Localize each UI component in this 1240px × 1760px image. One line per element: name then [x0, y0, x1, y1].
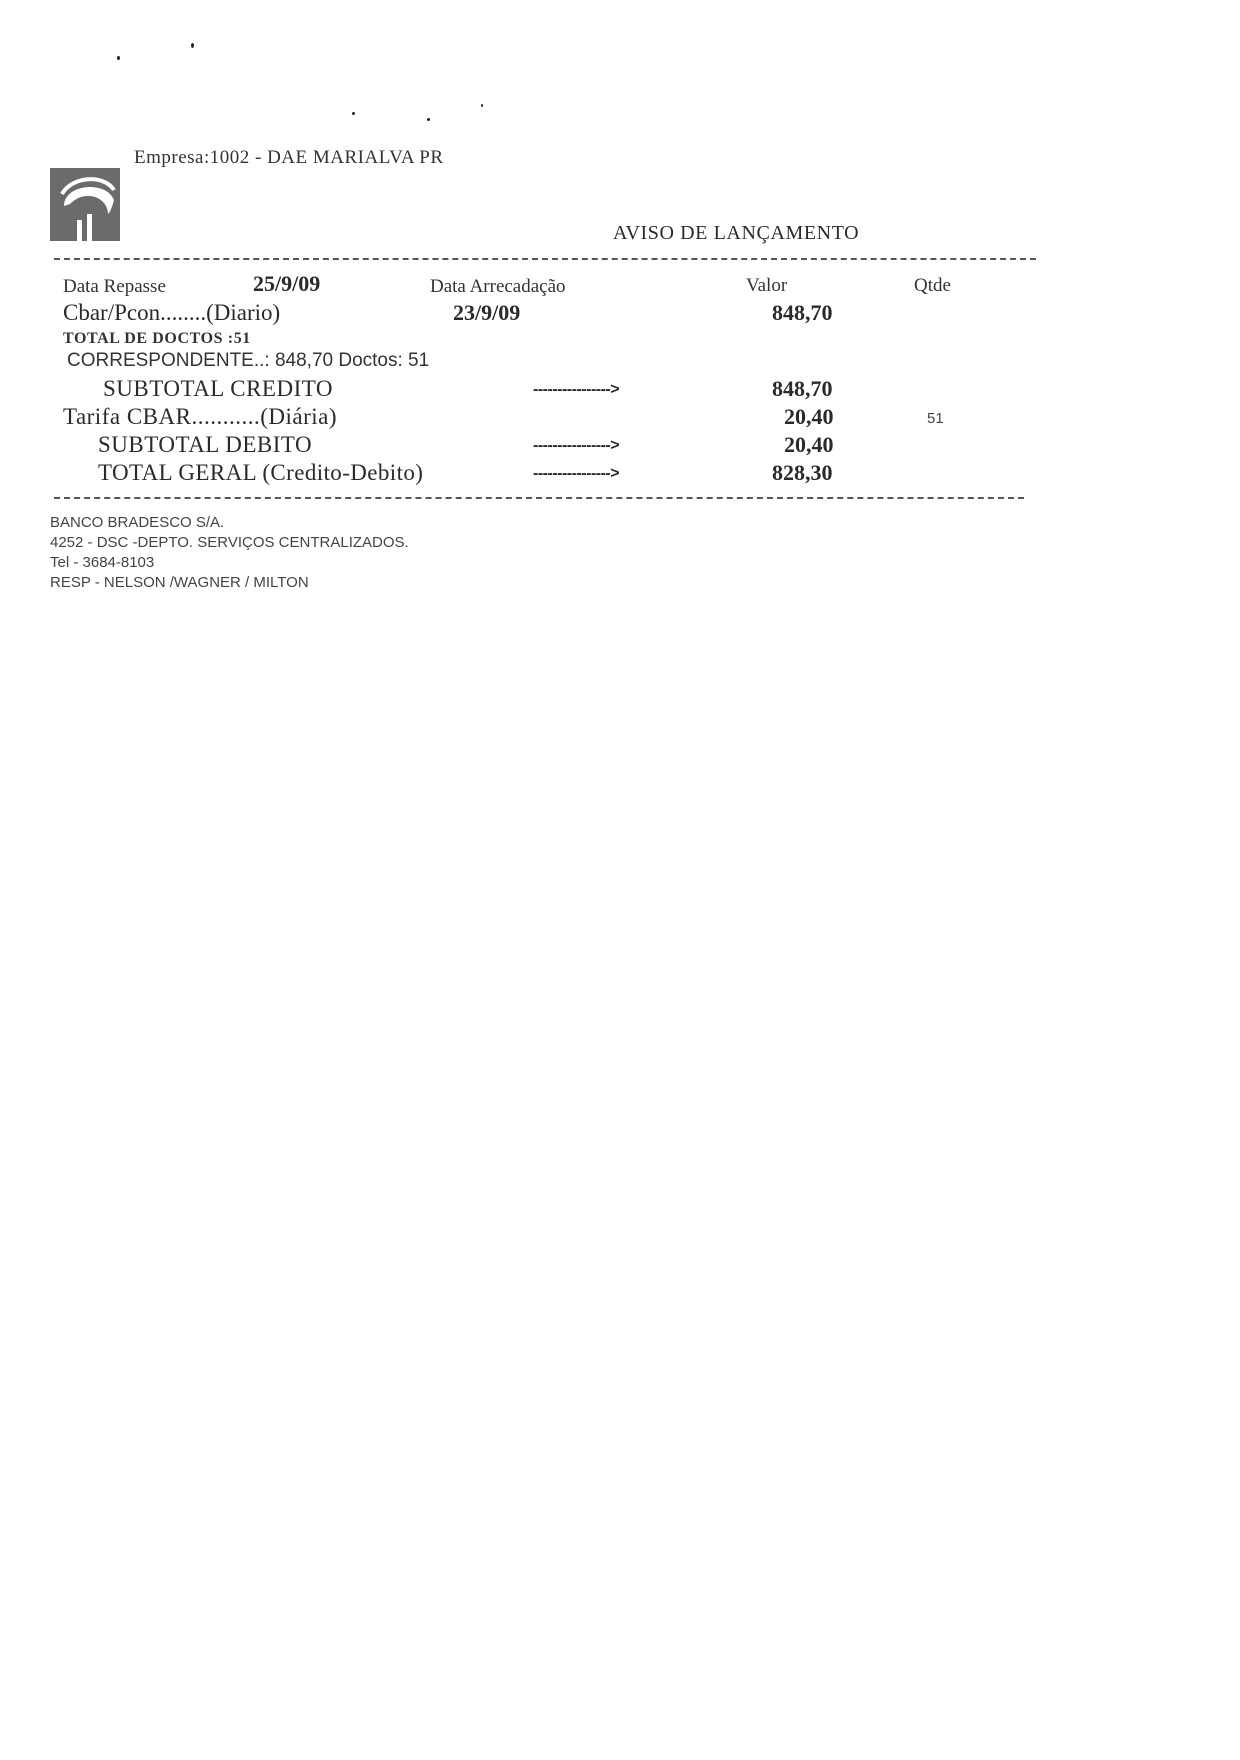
footer-dept: 4252 - DSC -DEPTO. SERVIÇOS CENTRALIZADOS.: [50, 534, 409, 551]
scan-speck: [427, 118, 430, 121]
data-repasse-label: Data Repasse: [63, 276, 166, 297]
total-doctos: TOTAL DE DOCTOS :51: [63, 330, 251, 347]
footer-bank: BANCO BRADESCO S/A.: [50, 514, 225, 531]
subtotal-debito-value: 20,40: [784, 432, 834, 457]
data-repasse-value: 25/9/09: [253, 271, 321, 296]
valor-label: Valor: [746, 275, 788, 296]
divider-bottom: [54, 497, 1024, 499]
total-geral-label: TOTAL GERAL (Credito-Debito): [98, 460, 424, 485]
bradesco-logo-icon: [50, 168, 120, 241]
cbar-line-value: 848,70: [772, 300, 833, 325]
subtotal-credito-arrow: ---------------->: [533, 381, 620, 398]
document-title: AVISO DE LANÇAMENTO: [613, 222, 860, 244]
subtotal-credito-label: SUBTOTAL CREDITO: [103, 376, 333, 401]
scan-speck: [481, 104, 483, 107]
cbar-line-label: Cbar/Pcon........(Diario): [63, 300, 281, 325]
subtotal-debito-label: SUBTOTAL DEBITO: [98, 432, 313, 457]
scan-speck: [117, 56, 120, 60]
tarifa-line-label: Tarifa CBAR...........(Diária): [63, 404, 337, 429]
bank-logo: [50, 168, 120, 241]
total-geral-value: 828,30: [772, 460, 833, 485]
tarifa-line-value: 20,40: [784, 404, 834, 429]
scan-speck: [191, 43, 194, 48]
correspondente-line: CORRESPONDENTE..: 848,70 Doctos: 51: [67, 350, 430, 371]
divider-top: [54, 258, 1036, 260]
scan-speck: [352, 112, 355, 115]
total-geral-arrow: ---------------->: [533, 465, 620, 482]
qtde-label: Qtde: [914, 275, 951, 296]
company-name: Empresa:1002 - DAE MARIALVA PR: [134, 147, 444, 168]
data-arrecadacao-label: Data Arrecadação: [430, 276, 566, 297]
cbar-line-date: 23/9/09: [453, 300, 521, 325]
tarifa-line-qtde: 51: [927, 410, 944, 427]
footer-tel: Tel - 3684-8103: [50, 554, 155, 571]
subtotal-credito-value: 848,70: [772, 376, 833, 401]
subtotal-debito-arrow: ---------------->: [533, 437, 620, 454]
footer-resp: RESP - NELSON /WAGNER / MILTON: [50, 574, 309, 591]
